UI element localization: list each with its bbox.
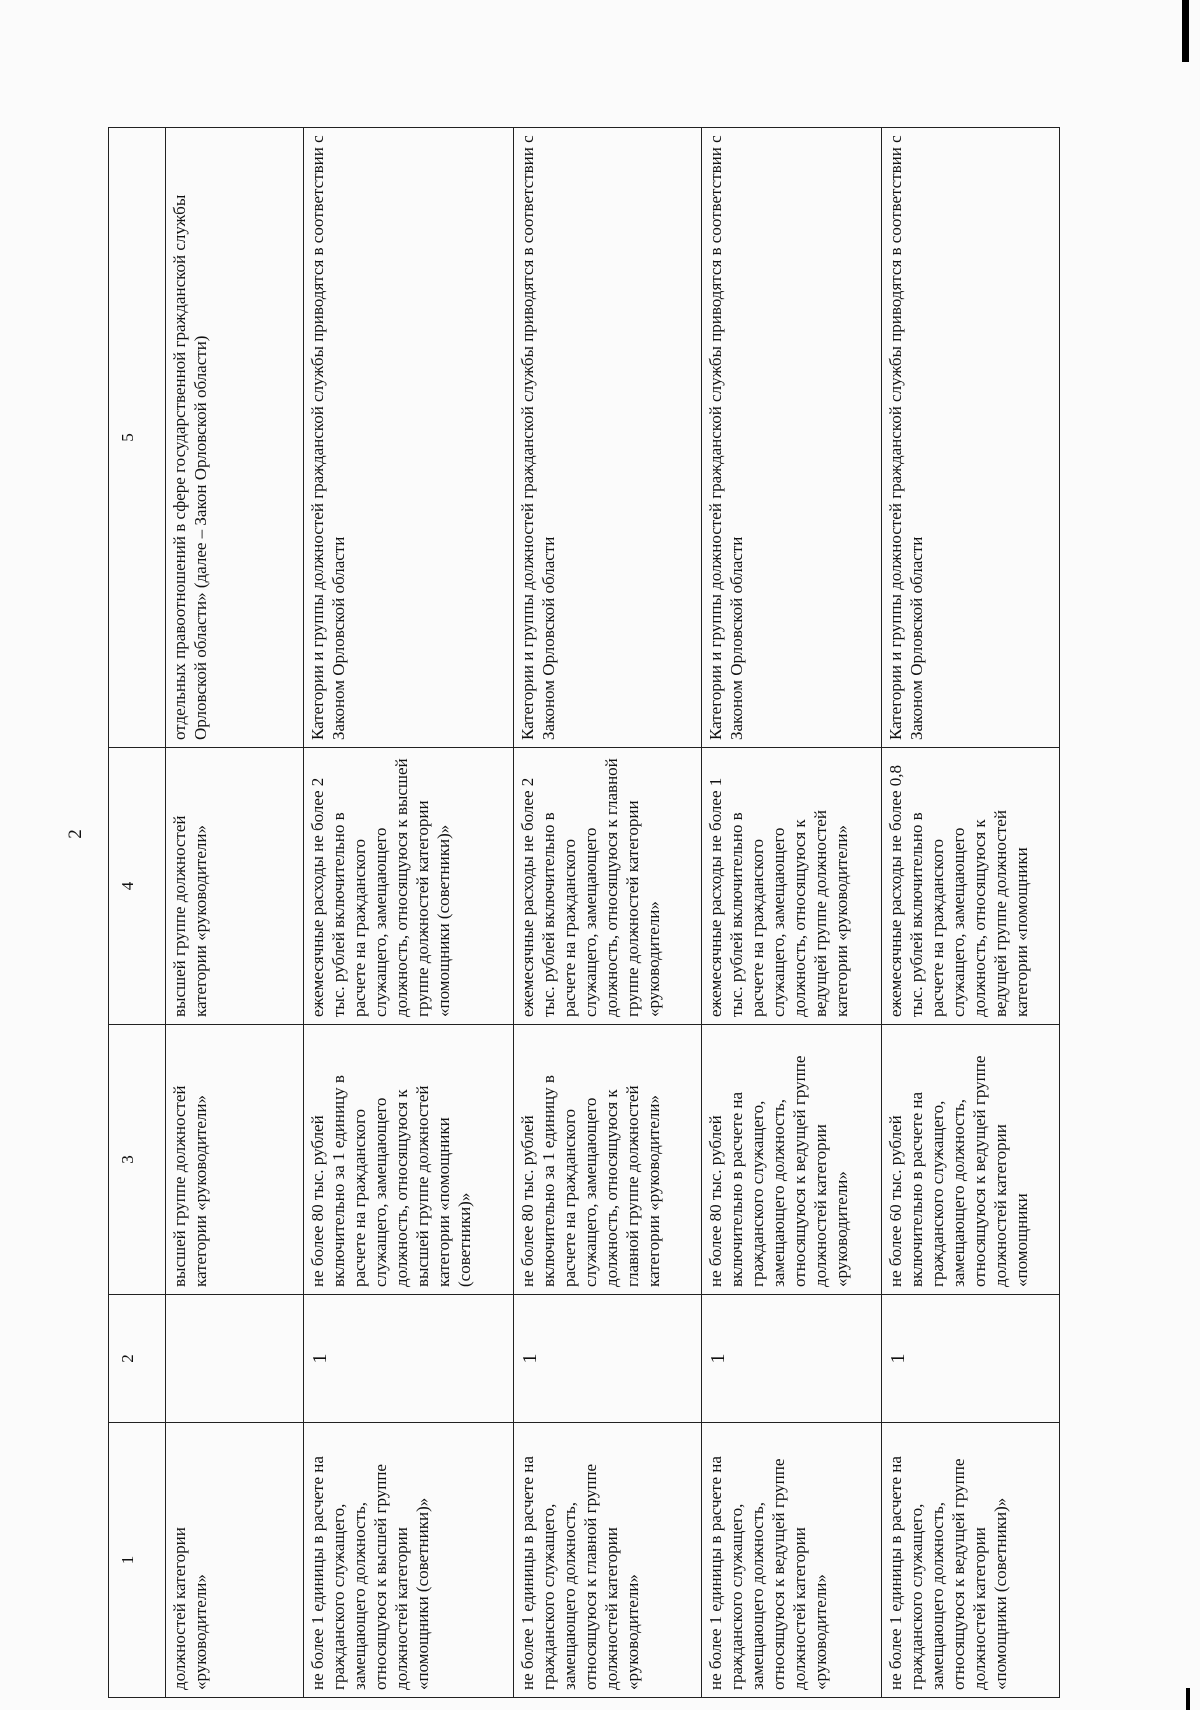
table-cell: ежемесячные расходы не более 1 тыс. рублей включительно в расчете на гражданского служащего, замещающего должность, относящуюся к ведущей группе должностей категории «руководители»: [702, 748, 882, 1025]
table-cell: не более 1 единицы в расчете на гражданского служащего, замещающего должность, относящуюся к главной группе должностей категории «руководители»: [514, 1423, 702, 1698]
table-cell: Категории и группы должностей гражданской службы приводятся в соответствии с Законом Орловской области: [882, 128, 1060, 748]
table-cell: ежемесячные расходы не более 2 тыс. рублей включительно в расчете на гражданского служащего, замещающего должность, относящуюся к высшей группе должностей категории «помощники (советники)»: [304, 748, 514, 1025]
rotated-table-container: [108, 128, 1042, 1698]
table-header-row: [109, 128, 166, 1698]
table-cell: не более 60 тыс. рублей включительно в расчете на гражданского служащего, замещающего должность, относящуюся к ведущей группе должностей категории «помощники: [882, 1025, 1060, 1295]
table-cell: 1: [304, 1295, 514, 1423]
header-col-3: 3: [109, 1025, 166, 1295]
table-cell: Категории и группы должностей гражданской службы приводятся в соответствии с Законом Орловской области: [702, 128, 882, 748]
table-cell: высшей группе должностей категории «руководители»: [166, 1025, 304, 1295]
header-col-2: 2: [109, 1295, 166, 1423]
table-cell: не более 80 тыс. рублей включительно в расчете на гражданского служащего, замещающего должность, относящуюся к ведущей группе должностей категории «руководители»: [702, 1025, 882, 1295]
table-cell: должностей категории «руководители»: [166, 1423, 304, 1698]
table-cell: Категории и группы должностей гражданской службы приводятся в соответствии с Законом Орловской области: [304, 128, 514, 748]
table-row: [304, 128, 514, 1698]
table-cell: 1: [514, 1295, 702, 1423]
table-cell: не более 1 единицы в расчете на гражданского служащего, замещающего должность, относящуюся к высшей группе должностей категории «помощники (советники)»: [304, 1423, 514, 1698]
table-row: [882, 128, 1060, 1698]
table-cell: Категории и группы должностей гражданской службы приводятся в соответствии с Законом Орловской области: [514, 128, 702, 748]
header-col-4: 4: [109, 748, 166, 1025]
scan-edge-mark-top: [1182, 0, 1189, 62]
table-cell: ежемесячные расходы не более 0,8 тыс. рублей включительно в расчете на гражданского служащего, замещающего должность, относящуюся к ведущей группе должностей категории «помощники: [882, 748, 1060, 1025]
header-col-1: 1: [109, 1423, 166, 1698]
scan-edge-mark-bottom: [1186, 1688, 1190, 1710]
table-cell: не более 1 единицы в расчете на гражданского служащего, замещающего должность, относящуюся к ведущей группе должностей категории «помощники (советники)»: [882, 1423, 1060, 1698]
table-cell: ежемесячные расходы не более 2 тыс. рублей включительно в расчете на гражданского служащего, замещающего должность, относящуюся к главной группе должностей категории «руководители»: [514, 748, 702, 1025]
table-cell: 1: [882, 1295, 1060, 1423]
table-cell: 1: [702, 1295, 882, 1423]
table-row: [166, 128, 304, 1698]
table-cell: отдельных правоотношений в сфере государственной гражданской службы Орловской области» (далее – Закон Орловской области): [166, 128, 304, 748]
table-cell: не более 80 тыс. рублей включительно за 1 единицу в расчете на гражданского служащего, замещающего должность, относящуюся к главной группе должностей категории «руководители»: [514, 1025, 702, 1295]
table-cell: не более 1 единицы в расчете на гражданского служащего, замещающего должность, относящуюся к ведущей группе должностей категории «руководители»: [702, 1423, 882, 1698]
page-number: 2: [65, 829, 86, 839]
table-row: [702, 128, 882, 1698]
table-cell: высшей группе должностей категории «руководители»: [166, 748, 304, 1025]
table-cell: [166, 1295, 304, 1423]
table-cell: не более 80 тыс. рублей включительно за 1 единицу в расчете на гражданского служащего, замещающего должность, относящуюся к высшей группе должностей категории «помощники (советники)»: [304, 1025, 514, 1295]
header-col-5: 5: [109, 128, 166, 748]
table-row: [514, 128, 702, 1698]
expenses-table: [108, 127, 1060, 1698]
